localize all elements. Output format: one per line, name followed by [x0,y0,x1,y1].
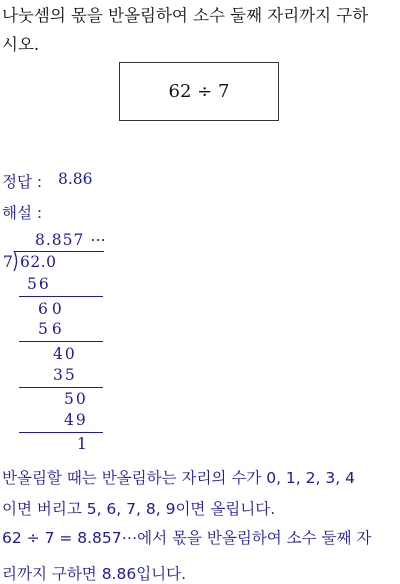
step-rule [19,341,103,342]
question-line-2: 시오. [2,35,40,54]
dividend: 62.0 [20,253,57,271]
step-remainder: 50 [64,390,88,408]
explanation-line-1: 반올림할 때는 반올림하는 자리의 수가 0, 1, 2, 3, 4 [2,469,355,487]
solution-label: 해설 : [2,204,43,222]
explanation-line-4: 리까지 구하면 8.86입니다. [2,565,187,583]
answer-value: 8.86 [58,170,93,188]
expression: 62 ÷ 7 [168,81,230,102]
division-bracket [10,249,20,273]
step-rule [19,296,103,297]
step-remainder: 60 [38,300,66,318]
answer-label: 정답 : [2,173,43,191]
step-product: 56 [38,320,66,338]
step-rule [19,387,103,388]
divisor: 7 [3,253,13,271]
explanation-line-2: 이면 버리고 5, 6, 7, 8, 9이면 올립니다. [2,500,276,518]
division-bar [14,251,104,252]
explanation-line-3: 62 ÷ 7 = 8.857⋯에서 몫을 반올림하여 소수 둘째 자 [2,529,372,547]
final-remainder: 1 [77,435,87,453]
step-product: 56 [27,275,51,293]
step-remainder: 40 [53,345,77,363]
expression-box [119,62,279,121]
quotient: 8.857 ⋯ [35,231,107,249]
step-rule [19,432,103,433]
step-product: 49 [64,411,88,429]
step-product: 35 [53,366,77,384]
question-line-1: 나눗셈의 몫을 반올림하여 소수 둘째 자리까지 구하 [2,6,369,25]
